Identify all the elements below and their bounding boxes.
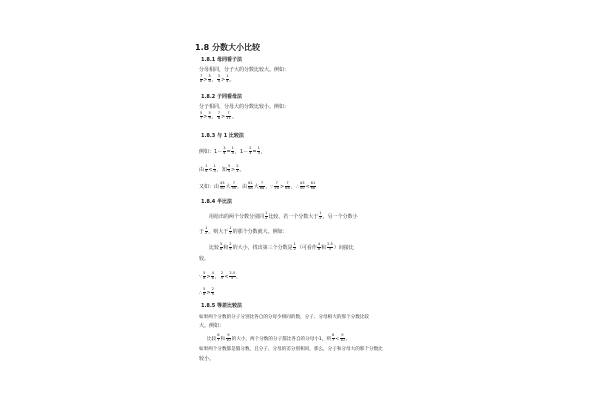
fraction: $\frac{1}{3}$ [213,164,216,173]
s5-line-3: 比较 $\frac{6}{7}$ 和 $\frac{9}{10}$ 的大小，两个分数的分子都比各自的分母小1，则 $\frac{6}{7}$ < $\frac{9}{10}$ 。 [207,333,351,342]
fraction: $\frac{2.5}{5}$ [327,242,333,251]
fraction: $\frac{1}{2}$ [319,211,322,220]
fraction: $\frac{7}{8}$ [217,111,221,120]
fraction: $\frac{1}{4}$ [231,146,234,155]
heading-1-8-4: 1.8.4 半比法 [201,199,232,205]
fraction: $\frac{2}{5}$ [211,287,214,296]
heading-1-8-1: 1.8.1 母同看子法 [201,57,242,63]
s1-example: $\frac{7}{8}$ > $\frac{5}{8}$ ， $\frac{3}{4}$ > $\frac{1}{4}$ 。 [199,74,235,83]
fraction: $\frac{1}{2}$ [293,242,296,251]
fraction: $\frac{61}{68}$ [248,181,253,190]
fraction: $\frac{5}{7}$ [199,111,203,120]
fraction: $\frac{4}{8}$ [211,271,214,280]
fraction: $\frac{9}{10}$ [226,333,231,342]
fraction: $\frac{7}{50}$ [231,181,237,190]
fraction: $\frac{1}{4}$ [205,164,208,173]
fraction: $\frac{5}{8}$ [203,287,206,296]
s5-line-5: 较小。 [199,356,215,362]
fraction: $\frac{3}{4}$ [227,164,231,173]
s3-example-1: 例如：1－ $\frac{3}{4}$ = $\frac{1}{4}$ ，1－ $\frac{2}{3}$ = $\frac{1}{3}$ ， [199,146,266,155]
fraction: $\frac{6}{7}$ [332,333,335,342]
s4-line-5: ∵ $\frac{5}{8}$ > $\frac{4}{8}$ ， $\frac{2}{5}$ < $\frac{2.5}{5}$ ， [199,271,242,280]
fraction: $\frac{2}{3}$ [236,164,239,173]
s4-line-1: 用给出的两个分数分别同 $\frac{1}{2}$ 比较，若一个分数大于 $\frac{1}{2}$ ，另一个分数小 [209,211,358,220]
s1-rule: 分母相同，分子大的分数比较大。例如： [199,67,290,73]
fraction: $\frac{2}{5}$ [220,271,224,280]
s3-example-3: 又如：由 $\frac{43}{50}$ 大 $\frac{7}{50}$ ，由 $\frac{61}{68}$ 大 $\frac{7}{68}$ ，∵ $\frac{7}{50}$ > $\frac{7}{68}$ ，∴ $\frac{43}{50}$ < $\frac{61}{68}$ [199,181,316,190]
fraction: $\frac{5}{9}$ [208,111,211,120]
fraction: $\frac{2}{5}$ [229,242,232,251]
fraction: $\frac{1}{2}$ [229,226,232,235]
fraction: $\frac{6}{7}$ [217,333,220,342]
fraction: $\frac{1}{3}$ [257,146,260,155]
s4-line-3: 比较 $\frac{5}{8}$ 和 $\frac{2}{5}$ 的大小，找出第三个分数是 $\frac{1}{2}$ （可看作 $\frac{4}{8}$ 和 $\frac{2.5}{5}$ ）间接比 [209,242,354,251]
fraction: $\frac{61}{68}$ [310,181,316,190]
s4-line-2: 于 $\frac{1}{2}$ ，则大于 $\frac{1}{2}$ 的那个分数就大。例如： [199,226,288,235]
s2-example: $\frac{5}{7}$ > $\frac{5}{9}$ ， $\frac{7}{8}$ > $\frac{7}{11}$ 。 [199,111,237,120]
fraction: $\frac{7}{11}$ [226,111,231,120]
fraction: $\frac{4}{8}$ [317,242,321,251]
fraction: $\frac{3}{4}$ [223,146,226,155]
fraction: $\frac{7}{8}$ [199,74,203,83]
s4-line-6: ∴ $\frac{5}{8}$ > $\frac{2}{5}$ [199,287,214,296]
s5-line-1: 如果两个分数的分子分别比各自的分母少相同的数，分子、分母相大的那个分数比较 [199,315,369,320]
s5-line-2: 大。例如： [199,323,225,329]
fraction: $\frac{5}{8}$ [220,242,223,251]
fraction: $\frac{7}{50}$ [274,181,279,190]
heading-1-8-5: 1.8.5 等差比较法 [201,303,242,309]
fraction: $\frac{43}{50}$ [220,181,225,190]
fraction: $\frac{9}{10}$ [340,333,345,342]
s2-rule: 分子相同，分母大的分数比较小。例如： [199,104,290,110]
fraction: $\frac{7}{68}$ [285,181,290,190]
fraction: $\frac{2.5}{5}$ [229,271,236,280]
fraction: $\frac{1}{2}$ [265,211,268,220]
fraction: $\frac{1}{2}$ [205,226,208,235]
fraction: $\frac{5}{8}$ [208,74,211,83]
s5-line-4: 如果两个分数都是假分数，且分子、分母的差分别相同，那么，分子和分母大的那个分数比 [199,347,383,352]
fraction: $\frac{7}{68}$ [259,181,265,190]
document-page [195,0,410,400]
fraction: $\frac{1}{4}$ [226,74,229,83]
fraction: $\frac{5}{8}$ [203,271,206,280]
heading-1-8-3: 1.8.3 与 1 比较法 [201,133,244,139]
fraction: $\frac{3}{4}$ [217,74,221,83]
s3-example-2: 由 $\frac{1}{4}$ < $\frac{1}{3}$ ，知 $\frac{3}{4}$ > $\frac{2}{3}$ 。 [199,164,245,173]
fraction: $\frac{2}{3}$ [249,146,252,155]
section-title: 1.8 分数大小比较 [195,43,260,52]
s4-line-4: 较。 [199,256,210,262]
heading-1-8-2: 1.8.2 子同看母法 [201,94,242,100]
fraction: $\frac{43}{50}$ [299,181,305,190]
